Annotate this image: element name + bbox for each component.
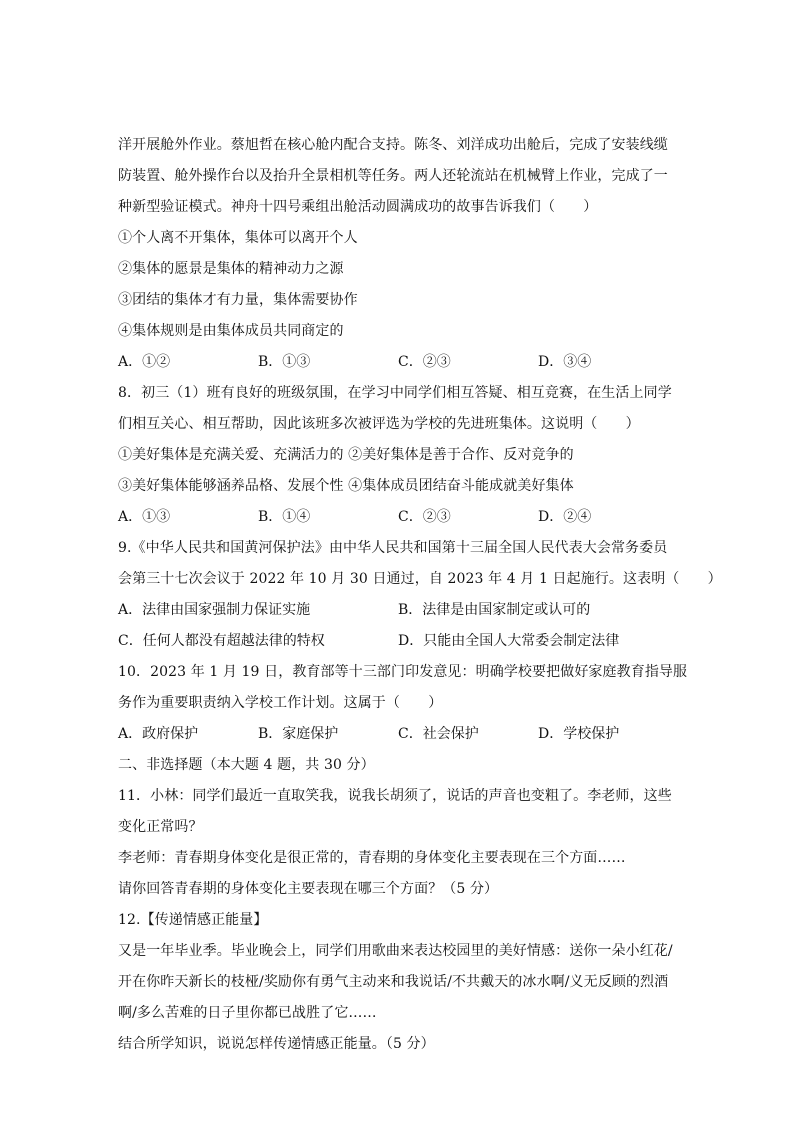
q7-options: [118, 347, 678, 378]
q11-line: 李老师：青春期身体变化是很正常的，青春期的身体变化主要表现在三个方面……: [118, 850, 626, 866]
q12-line: 开在你昨天新长的枝桠/奖励你有勇气主动来和我说话/不共戴天的冰水啊/义无反顾的烈酒: [118, 974, 669, 990]
question-11: [118, 781, 678, 905]
q8-statement: ③美好集体能够涵养品格、发展个性 ④集体成员团结奋斗能成就美好集体: [118, 478, 574, 494]
q8-statement: ①美好集体是充满关爱、充满活力的 ②美好集体是善于合作、反对竞争的: [118, 447, 574, 463]
question-7: [118, 130, 678, 378]
q11-line: 变化正常吗？: [118, 819, 203, 835]
q7-statement: ④集体规则是由集体成员共同商定的: [118, 323, 344, 339]
q9-options-row-1: [118, 595, 678, 626]
q11-prompt: 请你回答青春期的身体变化主要表现在哪三个方面？（5 分）: [118, 881, 499, 897]
q9-options-row-2: [118, 626, 678, 657]
q9-option-d: D．只能由全国人大常委会制定法律: [398, 633, 620, 649]
q10-option-d: D．学校保护: [538, 726, 620, 742]
q8-option-d: D．②④: [538, 509, 592, 525]
q8-stem-line: 们相互关心、相互帮助，因此该班多次被评选为学校的先进班集体。这说明（ ）: [118, 416, 640, 432]
question-8: [118, 378, 678, 533]
q8-options: [118, 502, 678, 533]
q10-option-c: C．社会保护: [398, 726, 479, 742]
q10-stem-line: 务作为重要职责纳入学校工作计划。这属于（ ）: [118, 695, 443, 711]
q7-option-c: C．②③: [398, 354, 451, 370]
q7-stem-line: 防装置、舱外操作台以及抬升全景相机等任务。两人还轮流站在机械臂上作业，完成了一: [118, 168, 668, 184]
q12-prompt: 结合所学知识，说说怎样传递情感正能量。（5 分）: [118, 1036, 435, 1052]
q10-option-b: B．家庭保护: [258, 726, 339, 742]
exam-content: [118, 130, 722, 1060]
q7-stem-line: 种新型验证模式。神舟十四号乘组出舱活动圆满成功的故事告诉我们（ ）: [118, 199, 598, 215]
q12-line: 又是一年毕业季。毕业晚会上，同学们用歌曲来表达校园里的美好情感：送你一朵小红花/: [118, 943, 673, 959]
q9-option-c: C．任何人都没有超越法律的特权: [118, 633, 325, 649]
question-12: [118, 905, 678, 1060]
q9-option-b: B．法律是由国家制定或认可的: [398, 602, 591, 618]
q9-stem-line: 9.《中华人民共和国黄河保护法》由中华人民共和国第十三届全国人民代表大会常务委员: [118, 540, 668, 556]
q8-option-c: C．②③: [398, 509, 451, 525]
q8-stem-line: 8．初三（1）班有良好的班级氛围，在学习中同学们相互答疑、相互竞赛，在生活上同学: [118, 385, 672, 401]
q10-stem-line: 10．2023 年 1 月 19 日，教育部等十三部门印发意见：明确学校要把做好家庭教育指导服: [118, 664, 688, 680]
q12-title: 12.【传递情感正能量】: [118, 912, 268, 928]
q8-option-a: A．①③: [118, 509, 171, 525]
q7-option-b: B．①③: [258, 354, 311, 370]
q12-line: 啊/多么苦难的日子里你都已战胜了它……: [118, 1005, 377, 1021]
q7-statement: ①个人离不开集体，集体可以离开个人: [118, 230, 358, 246]
q7-option-d: D．③④: [538, 354, 592, 370]
question-9: [118, 533, 722, 657]
q9-stem-line: 会第三十七次会议于 2022 年 10 月 30 日通过，自 2023 年 4 月 1 日起施行。这表明（ ）: [118, 571, 722, 587]
q8-option-b: B．①④: [258, 509, 311, 525]
q7-statement: ③团结的集体才有力量，集体需要协作: [118, 292, 358, 308]
q7-option-a: A．①②: [118, 354, 171, 370]
q7-stem-line: 洋开展舱外作业。蔡旭哲在核心舱内配合支持。陈冬、刘洋成功出舱后，完成了安装线缆: [118, 137, 668, 153]
q10-options: [118, 719, 678, 750]
q10-option-a: A．政府保护: [118, 726, 199, 742]
q11-line: 11．小林：同学们最近一直取笑我，说我长胡须了，说话的声音也变粗了。李老师，这些: [118, 788, 672, 804]
section-heading: 二、非选择题（本大题 4 题，共 30 分）: [118, 757, 375, 773]
q7-statement: ②集体的愿景是集体的精神动力之源: [118, 261, 344, 277]
q9-option-a: A．法律由国家强制力保证实施: [118, 602, 311, 618]
question-10: [118, 657, 688, 750]
